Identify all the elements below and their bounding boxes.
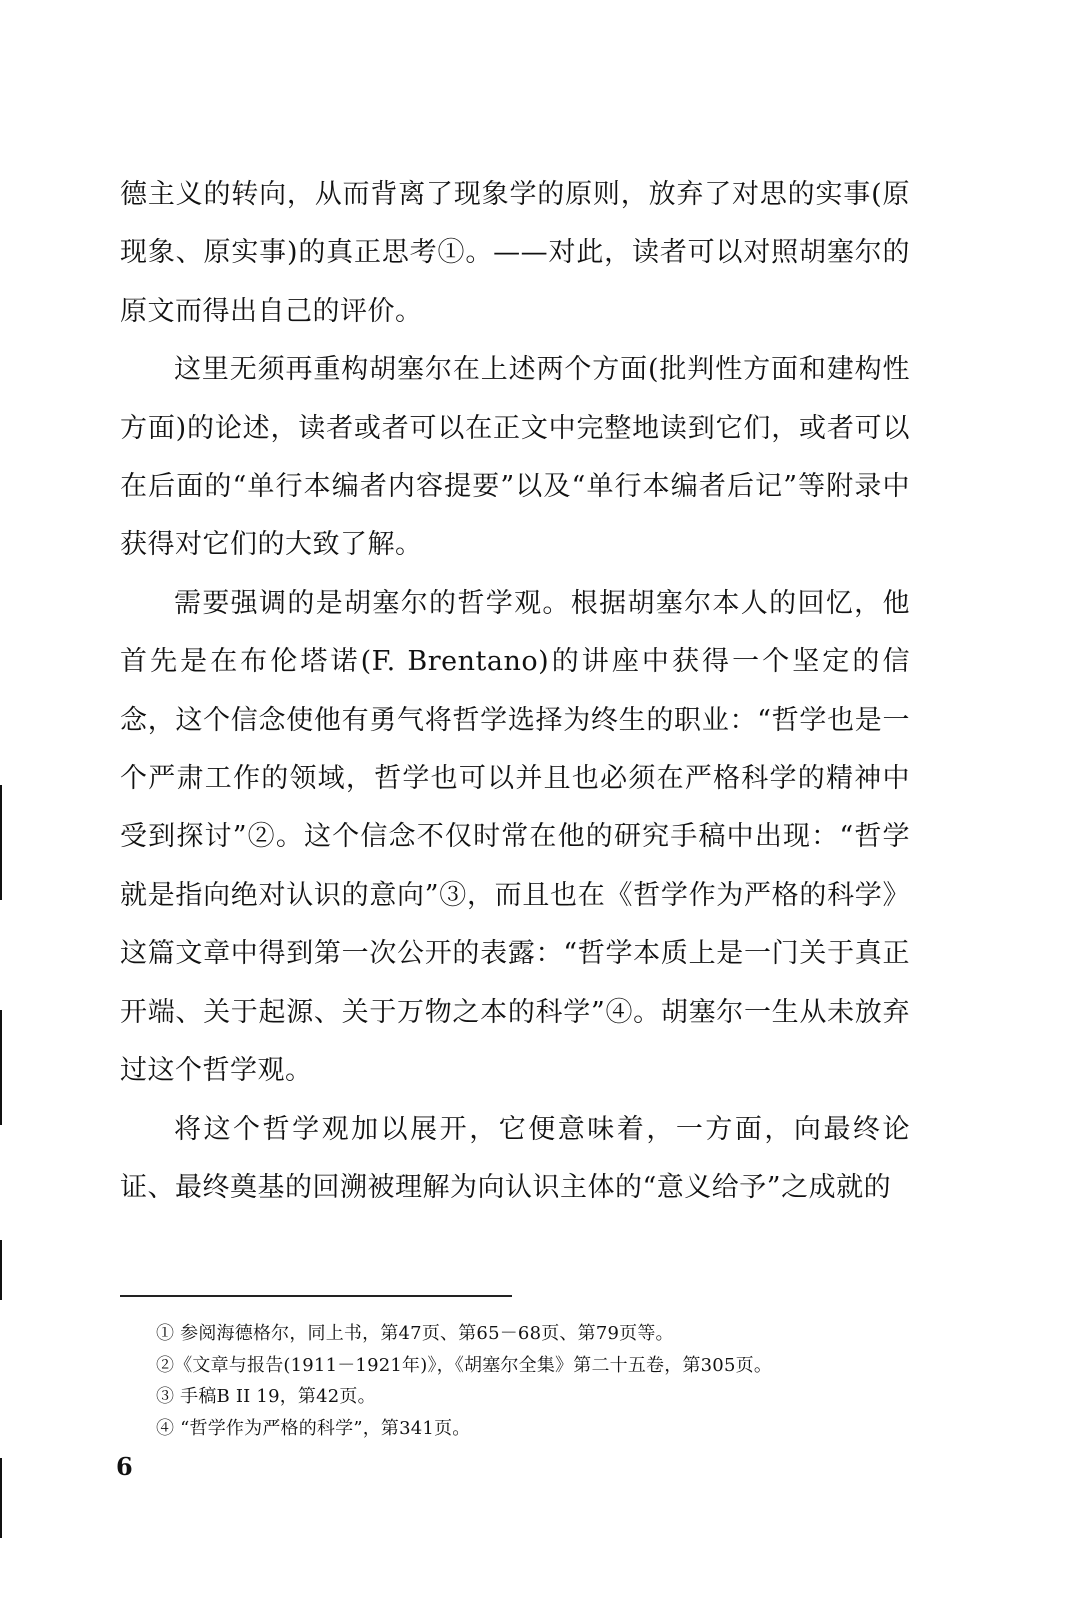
footnotes [156, 1318, 916, 1444]
paragraph-4: 将这个哲学观加以展开，它便意味着，一方面，向最终论证、最终奠基的回溯被理解为向认识主体的“意义给予”之成就的 [120, 1113, 910, 1203]
footnote-1: ① 参阅海德格尔，同上书，第47页、第65－68页、第79页等。 [156, 1323, 674, 1344]
scan-edge-mark [0, 1010, 2, 1125]
paragraph-2: 这里无须再重构胡塞尔在上述两个方面(批判性方面和建构性方面)的论述，读者或者可以在正文中完整地读到它们，或者可以在后面的“单行本编者内容提要”以及“单行本编者后记”等附录中获得对它们的大致了解。 [120, 354, 910, 561]
scan-edge-mark [0, 1458, 2, 1538]
footnote-3: ③ 手稿B II 19，第42页。 [156, 1386, 376, 1407]
paragraph-1: 德主义的转向，从而背离了现象学的原则，放弃了对思的实事(原现象、原实事)的真正思考①。——对此，读者可以对照胡塞尔的原文而得出自己的评价。 [120, 179, 910, 327]
scan-edge-mark [0, 785, 2, 900]
footnote-4: ④ “哲学作为严格的科学”，第341页。 [156, 1417, 471, 1439]
page-number: 6 [116, 1452, 133, 1481]
body-text [120, 166, 910, 1217]
footnote-divider [120, 1295, 512, 1297]
paragraph-3: 需要强调的是胡塞尔的哲学观。根据胡塞尔本人的回忆，他首先是在布伦塔诺(F. Brentano)的讲座中获得一个坚定的信念，这个信念使他有勇气将哲学选择为终生的职业：“哲学也是一个严肃工作的领域，哲学也可以并且也必须在严格科学的精神中受到探讨”②。这个信念不仅时常在他的研究手稿中出现：“哲学就是指向绝对认识的意向”③，而且也在《哲学作为严格的科学》这篇文章中得到第一次公开的表露：“哲学本质上是一门关于真正开端、关于起源、关于万物之本的科学”④。胡塞尔一生从未放弃过这个哲学观。 [120, 587, 910, 1087]
footnote-2: ②《文章与报告(1911－1921年)》，《胡塞尔全集》第二十五卷，第305页。 [156, 1354, 773, 1376]
scan-edge-mark [0, 1240, 2, 1300]
